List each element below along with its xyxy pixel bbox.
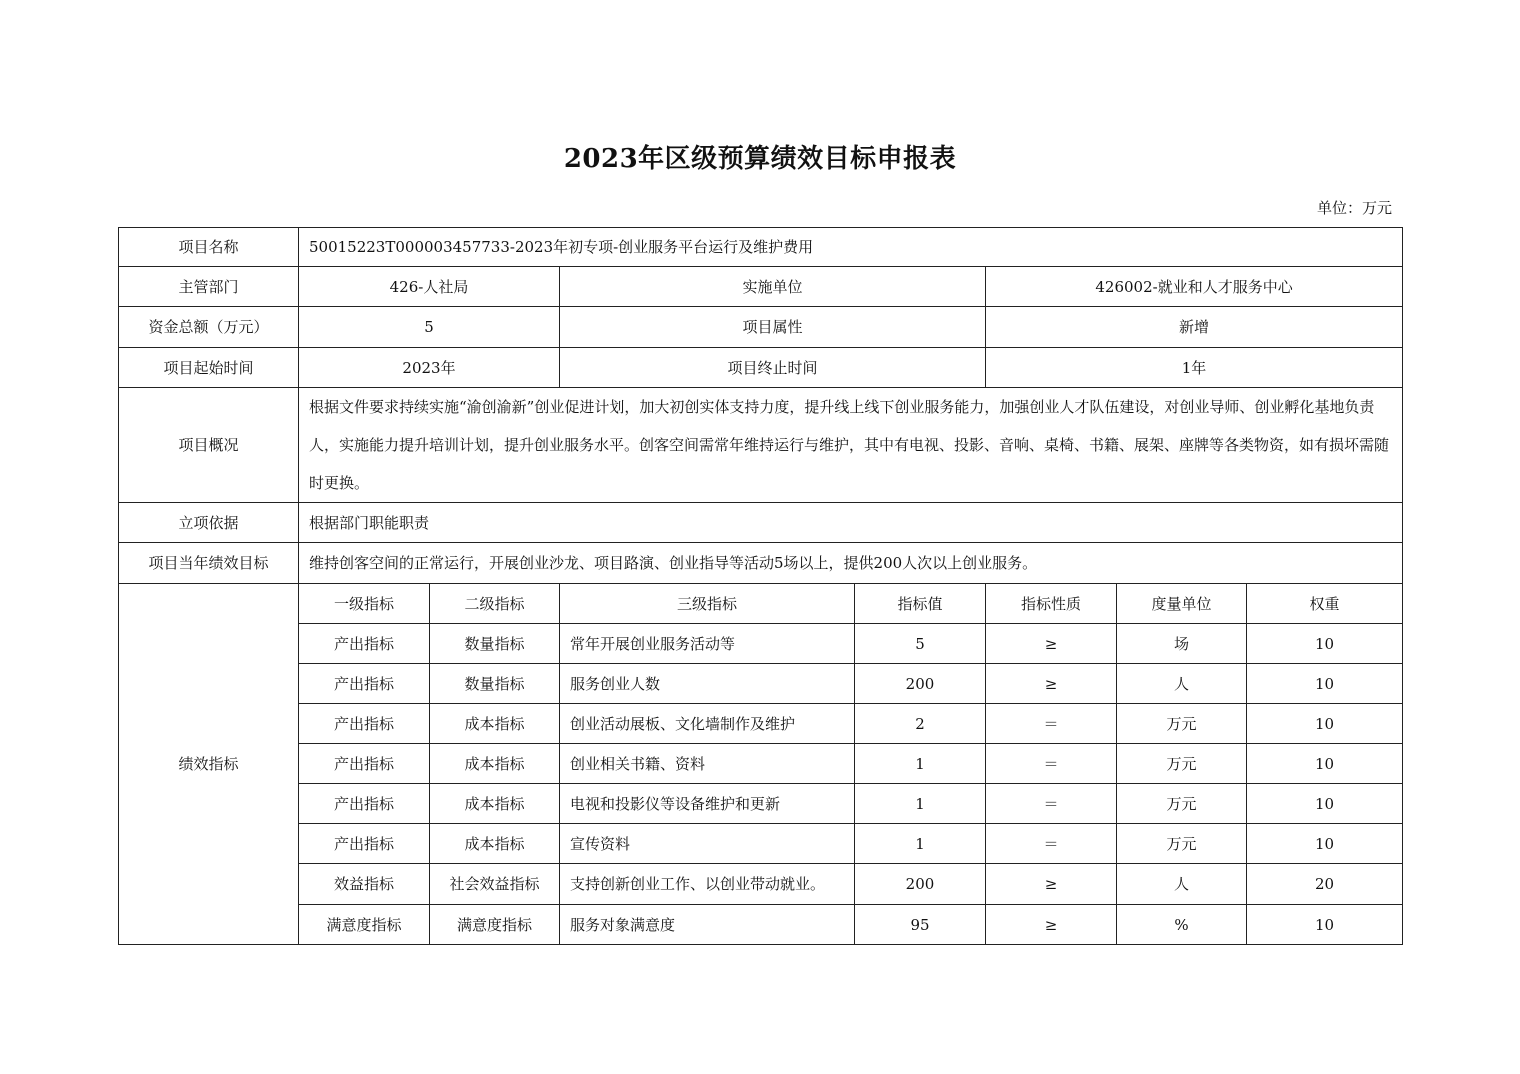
indicator-level1: 产出指标 bbox=[299, 664, 430, 704]
dept-label: 主管部门 bbox=[119, 267, 299, 307]
header-weight: 权重 bbox=[1247, 584, 1403, 624]
indicator-weight: 10 bbox=[1247, 905, 1403, 945]
indicator-nature: ≥ bbox=[986, 664, 1117, 704]
header-value: 指标值 bbox=[855, 584, 986, 624]
start-label: 项目起始时间 bbox=[119, 348, 299, 388]
indicator-level3: 支持创新创业工作、以创业带动就业。 bbox=[560, 864, 855, 905]
indicator-nature: ≥ bbox=[986, 905, 1117, 945]
header-level1: 一级指标 bbox=[299, 584, 430, 624]
overview-label: 项目概况 bbox=[119, 388, 299, 503]
indicator-row bbox=[119, 624, 1403, 664]
row-basis bbox=[119, 503, 1403, 543]
indicator-level2: 成本指标 bbox=[430, 784, 560, 824]
indicator-weight: 20 bbox=[1247, 864, 1403, 905]
indicator-value: 5 bbox=[855, 624, 986, 664]
dept-value: 426-人社局 bbox=[299, 267, 560, 307]
indicator-level2: 成本指标 bbox=[430, 744, 560, 784]
row-funds bbox=[119, 307, 1403, 348]
header-level3: 三级指标 bbox=[560, 584, 855, 624]
indicator-level1: 满意度指标 bbox=[299, 905, 430, 945]
indicator-unit: 万元 bbox=[1117, 744, 1247, 784]
row-goal bbox=[119, 543, 1403, 584]
indicator-level2: 满意度指标 bbox=[430, 905, 560, 945]
indicator-weight: 10 bbox=[1247, 824, 1403, 864]
indicator-level1: 产出指标 bbox=[299, 784, 430, 824]
indicator-level2: 社会效益指标 bbox=[430, 864, 560, 905]
row-project-name bbox=[119, 228, 1403, 267]
indicator-row bbox=[119, 824, 1403, 864]
page-title: 2023年区级预算绩效目标申报表 bbox=[563, 144, 957, 174]
indicator-row bbox=[119, 744, 1403, 784]
indicator-level1: 产出指标 bbox=[299, 744, 430, 784]
indicator-level2: 成本指标 bbox=[430, 704, 560, 744]
indicator-value: 200 bbox=[855, 864, 986, 905]
overview-text: 根据文件要求持续实施“渝创渝新”创业促进计划，加大初创实体支持力度，提升线上线下创业服务能力，加强创业人才队伍建设，对创业导师、创业孵化基地负责人，实施能力提升培训计划，提升创业服务水平。创客空间需常年维持运行与维护，其中有电视、投影、音响、桌椅、书籍、展架、座牌等各类物资，如有损坏需随时更换。 bbox=[299, 388, 1403, 503]
indicator-nature: ＝ bbox=[986, 744, 1117, 784]
indicator-header-row bbox=[119, 584, 1403, 624]
indicator-unit: 人 bbox=[1117, 664, 1247, 704]
indicator-value: 1 bbox=[855, 824, 986, 864]
basis-label: 立项依据 bbox=[119, 503, 299, 543]
indicator-row bbox=[119, 664, 1403, 704]
indicator-level2: 数量指标 bbox=[430, 664, 560, 704]
indicator-unit: 万元 bbox=[1117, 704, 1247, 744]
goal-text: 维持创客空间的正常运行，开展创业沙龙、项目路演、创业指导等活动5场以上，提供200人次以上创业服务。 bbox=[299, 543, 1403, 584]
start-value: 2023年 bbox=[299, 348, 560, 388]
attr-label: 项目属性 bbox=[560, 307, 986, 348]
indicator-weight: 10 bbox=[1247, 784, 1403, 824]
impl-unit-label: 实施单位 bbox=[560, 267, 986, 307]
indicator-unit: 万元 bbox=[1117, 824, 1247, 864]
indicator-nature: ≥ bbox=[986, 624, 1117, 664]
indicator-value: 200 bbox=[855, 664, 986, 704]
indicator-value: 1 bbox=[855, 744, 986, 784]
indicator-level3: 宣传资料 bbox=[560, 824, 855, 864]
row-overview bbox=[119, 388, 1403, 503]
indicator-weight: 10 bbox=[1247, 744, 1403, 784]
indicator-unit: 万元 bbox=[1117, 784, 1247, 824]
indicator-nature: ＝ bbox=[986, 784, 1117, 824]
indicator-level3: 服务对象满意度 bbox=[560, 905, 855, 945]
indicator-nature: ＝ bbox=[986, 704, 1117, 744]
indicator-value: 95 bbox=[855, 905, 986, 945]
indicator-unit: % bbox=[1117, 905, 1247, 945]
project-name-label: 项目名称 bbox=[119, 228, 299, 267]
indicator-row bbox=[119, 864, 1403, 905]
row-department bbox=[119, 267, 1403, 307]
basis-text: 根据部门职能职责 bbox=[299, 503, 1403, 543]
indicator-row bbox=[119, 905, 1403, 945]
funds-value: 5 bbox=[299, 307, 560, 348]
indicators-label: 绩效指标 bbox=[119, 584, 299, 945]
indicator-value: 2 bbox=[855, 704, 986, 744]
impl-unit-value: 426002-就业和人才服务中心 bbox=[986, 267, 1403, 307]
indicator-level2: 成本指标 bbox=[430, 824, 560, 864]
indicator-unit: 人 bbox=[1117, 864, 1247, 905]
attr-value: 新增 bbox=[986, 307, 1403, 348]
indicator-level3: 服务创业人数 bbox=[560, 664, 855, 704]
indicator-level1: 产出指标 bbox=[299, 824, 430, 864]
report-table bbox=[118, 227, 1403, 945]
indicator-level1: 产出指标 bbox=[299, 624, 430, 664]
indicator-weight: 10 bbox=[1247, 624, 1403, 664]
end-label: 项目终止时间 bbox=[560, 348, 986, 388]
indicator-level3: 常年开展创业服务活动等 bbox=[560, 624, 855, 664]
indicator-nature: ＝ bbox=[986, 824, 1117, 864]
unit-note: 单位：万元 bbox=[1316, 199, 1392, 217]
indicator-level1: 产出指标 bbox=[299, 704, 430, 744]
indicator-level2: 数量指标 bbox=[430, 624, 560, 664]
indicator-level1: 效益指标 bbox=[299, 864, 430, 905]
indicator-row bbox=[119, 704, 1403, 744]
header-level2: 二级指标 bbox=[430, 584, 560, 624]
header-unit: 度量单位 bbox=[1117, 584, 1247, 624]
header-nature: 指标性质 bbox=[986, 584, 1117, 624]
indicator-weight: 10 bbox=[1247, 704, 1403, 744]
goal-label: 项目当年绩效目标 bbox=[119, 543, 299, 584]
funds-label: 资金总额（万元） bbox=[119, 307, 299, 348]
indicator-value: 1 bbox=[855, 784, 986, 824]
project-name-value: 50015223T000003457733-2023年初专项-创业服务平台运行及维护费用 bbox=[299, 228, 1403, 267]
indicator-nature: ≥ bbox=[986, 864, 1117, 905]
row-period bbox=[119, 348, 1403, 388]
indicator-level3: 创业活动展板、文化墙制作及维护 bbox=[560, 704, 855, 744]
indicator-weight: 10 bbox=[1247, 664, 1403, 704]
end-value: 1年 bbox=[986, 348, 1403, 388]
indicator-level3: 创业相关书籍、资料 bbox=[560, 744, 855, 784]
indicator-unit: 场 bbox=[1117, 624, 1247, 664]
indicator-row bbox=[119, 784, 1403, 824]
indicator-level3: 电视和投影仪等设备维护和更新 bbox=[560, 784, 855, 824]
